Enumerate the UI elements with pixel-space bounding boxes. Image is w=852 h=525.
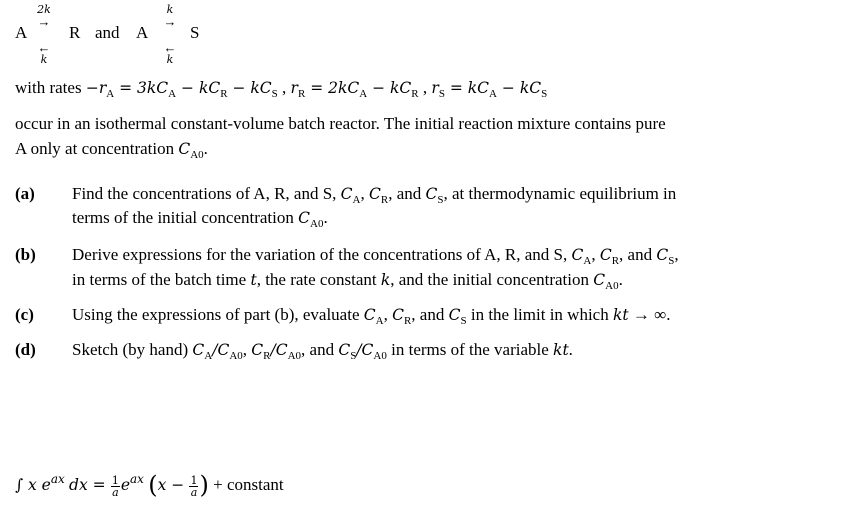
subscript: S: [668, 255, 675, 267]
part-c-line-1: [72, 305, 670, 331]
arrow-left-icon: ←: [37, 40, 51, 55]
subscript: S: [350, 350, 357, 362]
math-symbol: C: [656, 246, 669, 264]
arrow-right-icon: →: [37, 14, 51, 29]
text-run: Derive expressions for the variation of the concentrations of A, R, and S,: [72, 245, 572, 264]
subscript: A0: [310, 218, 324, 230]
subscript: R: [297, 88, 306, 100]
math-symbol: /C: [212, 341, 230, 359]
subscript: A: [583, 255, 592, 267]
subscript: A: [489, 88, 497, 100]
exponent: ax: [130, 472, 144, 486]
text-run: , and: [388, 184, 426, 203]
math-symbol: /C: [270, 341, 288, 359]
math-symbol: t: [250, 271, 257, 289]
constant-term: + constant: [213, 475, 284, 494]
species-a: A: [15, 23, 28, 42]
text-run: , and the initial concentration: [390, 270, 594, 289]
math-symbol: kt: [612, 306, 629, 324]
math-symbol: C: [369, 185, 381, 203]
text-run: ,: [242, 340, 252, 359]
math-symbol: C: [251, 341, 264, 359]
arrow-left-icon: ←: [163, 40, 177, 55]
part-a-label: (a): [15, 184, 35, 203]
subscript: R: [263, 350, 271, 362]
math-symbol: kt: [553, 341, 569, 359]
numerator: 1: [190, 473, 198, 487]
math-symbol: = kC: [444, 79, 490, 97]
close-paren: ): [199, 471, 209, 499]
text-run: Find the concentrations of A, R, and S,: [72, 184, 341, 203]
denominator: a: [190, 485, 198, 499]
integral-formula: [15, 467, 284, 498]
math-symbol: − kC: [367, 79, 412, 97]
math-symbol: = 3kC: [114, 79, 169, 97]
text-run: , at thermodynamic equilibrium in: [443, 184, 677, 203]
math-symbol: C: [298, 209, 310, 227]
fraction-one-over-a: [189, 475, 198, 498]
text-run: → ∞.: [628, 305, 671, 324]
subscript: S: [437, 194, 444, 206]
text-run: .: [323, 208, 328, 227]
subscript: R: [611, 255, 620, 267]
part-b-line-1: [72, 245, 679, 271]
text-run: .: [568, 340, 573, 359]
subscript: A0: [605, 280, 619, 292]
species-a: A: [136, 23, 149, 42]
math-symbol: − kC: [496, 79, 542, 97]
subscript: A: [359, 88, 368, 100]
part-d-label: (d): [15, 340, 36, 359]
x-minus: x −: [157, 476, 185, 494]
math-symbol: C: [192, 341, 205, 359]
math-symbol: − kC: [176, 79, 221, 97]
math-symbol: −r: [85, 79, 107, 97]
part-a-line-2: [72, 208, 328, 234]
math-symbol: C: [593, 271, 606, 289]
text-run: with rates: [15, 78, 86, 97]
subscript: S: [541, 88, 548, 100]
math-symbol: − kC: [227, 79, 272, 97]
rate-constant-reverse: k: [40, 53, 48, 66]
rate-constant-forward: 2k: [37, 3, 51, 16]
text-run: ,: [591, 245, 600, 264]
and-text: and: [95, 23, 120, 42]
math-symbol: C: [338, 341, 351, 359]
part-b-line-2: [72, 270, 623, 296]
subscript: A0: [229, 350, 243, 362]
text-run: ,: [418, 78, 432, 97]
math-symbol: r: [290, 79, 298, 97]
text-run: Using the expressions of part (b), evaluate: [72, 305, 364, 324]
arrow-right-icon: →: [163, 14, 177, 29]
intro-line-2: [15, 139, 208, 165]
math-symbol: C: [571, 246, 584, 264]
open-paren: (: [148, 471, 158, 499]
exp-base: e: [120, 476, 131, 494]
subscript: A0: [373, 350, 387, 362]
subscript: R: [411, 88, 419, 100]
text-run: A only at concentration: [15, 139, 179, 158]
part-b-label: (b): [15, 245, 36, 264]
text-run: ,: [277, 78, 291, 97]
subscript: A0: [287, 350, 302, 362]
subscript: R: [220, 88, 228, 100]
intro-line-1: [15, 114, 666, 134]
part-a-line-1: [72, 184, 676, 210]
species-s: S: [190, 23, 200, 42]
subscript: A: [375, 315, 384, 327]
subscript: A0: [190, 149, 204, 161]
rate-constant-reverse: k: [166, 53, 174, 66]
text-run: in terms of the variable: [386, 340, 554, 359]
subscript: A: [168, 88, 177, 100]
math-symbol: r: [431, 79, 439, 97]
subscript: A: [352, 194, 361, 206]
part-c-label: (c): [15, 305, 34, 324]
math-symbol: = 2kC: [305, 79, 360, 97]
text-run: , and: [301, 340, 339, 359]
math-symbol: C: [599, 246, 612, 264]
subscript: S: [438, 88, 445, 100]
denominator: a: [112, 485, 119, 499]
species-r: R: [69, 23, 81, 42]
math-symbol: C: [425, 185, 438, 203]
subscript: R: [380, 194, 389, 206]
text-run: ,: [383, 305, 393, 324]
subscript: A: [106, 88, 115, 100]
integral-lhs: ∫ x e: [15, 476, 51, 494]
math-symbol: C: [448, 306, 461, 324]
rate-constant-forward: k: [166, 3, 174, 16]
text-run: in terms of the batch time: [72, 270, 251, 289]
math-symbol: k: [380, 271, 391, 289]
math-symbol: C: [178, 140, 191, 158]
part-d-line-1: [72, 340, 573, 366]
text-run: in the limit in which: [466, 305, 613, 324]
text-run: occur in an isothermal constant-volume batch reactor. The initial reaction mixture contains pure: [15, 114, 666, 133]
reversible-arrow-r: [32, 4, 56, 66]
rate-expressions: [15, 78, 547, 104]
text-run: , the rate constant: [256, 270, 381, 289]
subscript: S: [271, 88, 278, 100]
text-run: terms of the initial concentration: [72, 208, 299, 227]
text-run: , and: [619, 245, 657, 264]
fraction-one-over-a: [111, 475, 120, 498]
math-symbol: /C: [356, 341, 374, 359]
text-run: ,: [674, 245, 679, 264]
reversible-arrow-s: [158, 4, 182, 66]
numerator: 1: [111, 473, 119, 487]
subscript: A: [204, 350, 213, 362]
text-run: .: [618, 270, 623, 289]
text-run: .: [203, 139, 208, 158]
math-symbol: C: [392, 306, 404, 324]
math-symbol: C: [340, 185, 353, 203]
text-run: , and: [411, 305, 449, 324]
subscript: R: [403, 315, 412, 327]
subscript: S: [460, 315, 467, 327]
text-run: ,: [360, 184, 369, 203]
exponent: ax: [50, 472, 65, 486]
text-run: Sketch (by hand): [72, 340, 193, 359]
integral-dx: dx =: [69, 476, 106, 494]
math-symbol: C: [363, 306, 376, 324]
